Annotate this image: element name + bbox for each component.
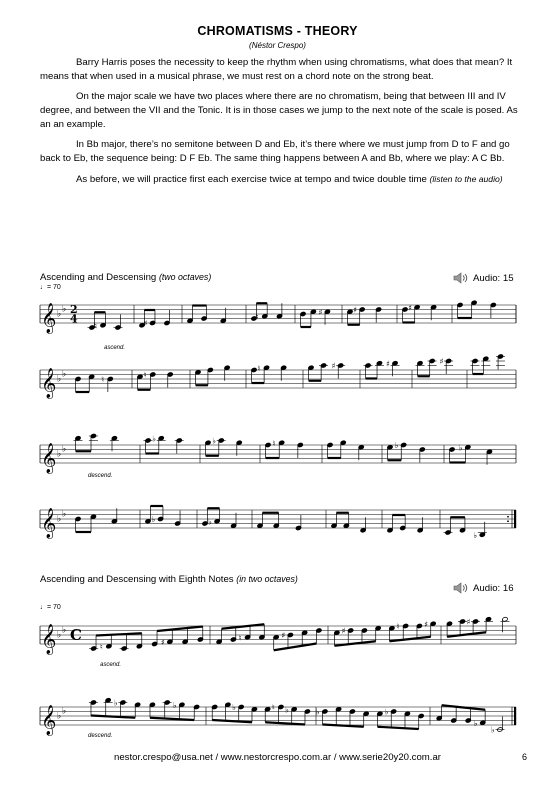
accidental-icon: ♭ [458, 443, 463, 453]
note-beam [377, 727, 418, 729]
ascend-label-2: ascend. [100, 662, 122, 668]
staff-6-end-thick [514, 707, 516, 725]
accidental-icon: ♮ [396, 622, 400, 631]
note-beam [442, 705, 486, 710]
section-2-title-text: Ascending and Descensing with Eighth Notes [40, 574, 237, 585]
flat-e-icon: ♭ [62, 706, 67, 717]
note-beam [274, 644, 317, 651]
flat-b-icon: ♭ [57, 711, 62, 722]
audio-16-label: Audio: 16 [473, 582, 514, 594]
accidental-icon: ♯ [281, 631, 286, 640]
accidental-icon: ♯ [353, 305, 357, 315]
flat-b-icon: ♭ [57, 630, 62, 641]
treble-clef-icon: 𝄞 [41, 624, 57, 655]
accidental-icon: ♯ [143, 319, 148, 328]
flat-e-icon: ♭ [62, 509, 67, 520]
accidental-icon: ♯ [424, 619, 428, 629]
accidental-icon: ♯ [439, 357, 444, 366]
ascend-label-1: ascend. [104, 345, 126, 351]
accidental-icon: ♭ [151, 515, 156, 524]
note-beam [389, 637, 430, 642]
time-sig-common: C [70, 625, 82, 644]
flat-b-icon: ♭ [57, 449, 62, 460]
accidental-icon: ♮ [99, 642, 103, 652]
accidental-icon: ♮ [238, 633, 242, 643]
accidental-icon: ♭ [394, 441, 399, 450]
time-sig-bottom: 4 [70, 312, 78, 326]
accidental-icon: ♮ [94, 321, 97, 331]
section-1-title-italic: (two octaves) [158, 272, 212, 282]
staff-4-end-thick [514, 510, 516, 528]
accidental-icon: ♯ [331, 361, 336, 371]
tempo-2-value: = 70 [47, 604, 61, 611]
flat-e-icon: ♭ [62, 304, 67, 315]
accidental-icon: ♮ [255, 312, 259, 322]
accidental-icon: ♯ [341, 626, 346, 636]
accidental-icon: ♭ [232, 703, 236, 712]
note-beam [265, 722, 305, 724]
time-sig-top: 2 [70, 303, 78, 317]
treble-clef-icon: 𝄞 [41, 303, 57, 334]
paragraph-2: On the major scale we have two places where there are no chromatism, being that between III and IV degree, and between the VII and the Tonic. It is in those cases we jump to the next note of the scale is posed. As an an example. [40, 91, 518, 130]
section-2-title-italic: (in two octaves) [236, 574, 298, 584]
audio-15-label: Audio: 15 [473, 272, 514, 284]
flat-e-icon: ♭ [62, 444, 67, 455]
paragraph-3: In Bb major, there’s no semitone between D and Eb, it’s there where we must jump from D to F and go back to Eb, the sequence being: D F Eb. The same thing happens between A and Bb, where we play: A C Bb. [40, 139, 510, 164]
accidental-icon: ♭ [285, 705, 289, 715]
quarter-note-icon: ♩ [40, 284, 47, 291]
page-number: 6 [522, 752, 528, 762]
flat-b-icon: ♭ [57, 309, 62, 320]
note-beam [447, 632, 486, 637]
flat-e-icon: ♭ [62, 369, 67, 380]
accidental-icon: ♮ [101, 375, 105, 384]
accidental-icon: ♯ [318, 307, 323, 317]
accidental-icon: ♮ [143, 370, 147, 380]
accidental-icon: ♭ [208, 517, 212, 527]
descend-label-2: descend. [88, 733, 113, 739]
accidental-icon: ♯ [466, 617, 471, 627]
accidental-icon: ♭ [473, 530, 478, 540]
note-beam [334, 641, 375, 646]
accidental-icon: ♭ [384, 707, 389, 717]
accidental-icon: ♭ [172, 700, 177, 710]
accidental-icon: ♭ [152, 434, 156, 444]
accidental-icon: ♮ [271, 703, 275, 712]
flat-b-icon: ♭ [57, 374, 62, 385]
accidental-icon: ♭ [473, 718, 478, 728]
treble-clef-icon: 𝄞 [41, 508, 57, 539]
staff-4-repeat-dot [507, 520, 509, 522]
descend-label-1: descend. [88, 473, 113, 479]
note-beam [222, 624, 265, 629]
accidental-icon: ♭ [113, 698, 118, 708]
flat-e-icon: ♭ [62, 625, 67, 636]
paragraph-1: Barry Harris poses the necessity to keep the rhythm when using chromatisms, what does that mean? It means that when used in a musical phrase, we must rest on a chord note on the strong beat. [40, 57, 513, 82]
note-beam [150, 718, 194, 720]
treble-clef-icon: 𝄞 [41, 443, 57, 474]
accidental-icon: ♭ [491, 725, 495, 735]
accidental-icon: ♯ [408, 303, 412, 313]
page-title: CHROMATISMS - THEORY [197, 24, 358, 38]
tempo-1-value: = 70 [47, 284, 61, 291]
staff-4-repeat-dot [507, 516, 509, 518]
paragraph-4-text: As before, we will practice first each exercise twice at tempo and twice double time [76, 174, 430, 185]
author: (Néstor Crespo) [249, 41, 306, 50]
flat-b-icon: ♭ [57, 514, 62, 525]
treble-clef-icon: 𝄞 [41, 705, 57, 736]
footer-links: nestor.crespo@usa.net / www.nestorcrespo.com.ar / www.serie20y20.com.ar [113, 752, 441, 763]
treble-clef-icon: 𝄞 [41, 368, 57, 399]
accidental-icon: ♮ [257, 363, 261, 373]
quarter-note-icon: ♩ [40, 604, 47, 611]
accidental-icon: ♭ [315, 707, 320, 717]
section-1-title-text: Ascending and Descensing [40, 272, 159, 283]
listen-note: (listen to the audio) [429, 174, 503, 184]
accidental-icon: ♯ [386, 359, 390, 369]
accidental-icon: ♮ [272, 438, 276, 448]
accidental-icon: ♯ [160, 637, 165, 647]
accidental-icon: ♭ [212, 436, 216, 446]
